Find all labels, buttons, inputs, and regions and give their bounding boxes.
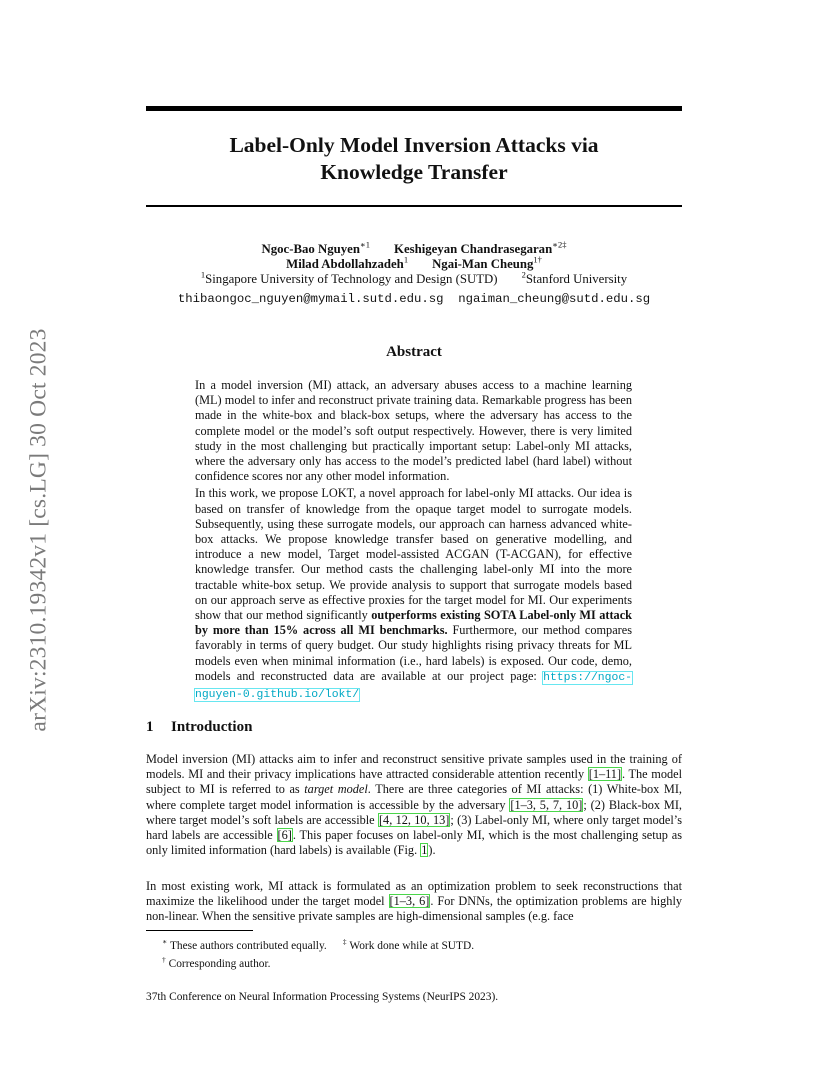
project-page-link[interactable]: https://ngoc-nguyen-0.github.io/lokt/ xyxy=(195,671,632,702)
citation-link[interactable]: [4, 12, 10, 13] xyxy=(378,812,450,827)
body-text: ; (2) Black-box MI, where target model’s soft labels are accessible xyxy=(146,797,682,827)
intro-body xyxy=(146,752,682,858)
footnote-text: Corresponding author. xyxy=(168,958,271,971)
body-text: ; (3) Label-only MI, where only target model’s hard labels are accessible xyxy=(146,812,682,843)
body-text: ). xyxy=(428,843,436,858)
intro-paragraph xyxy=(146,879,682,925)
body-text: . There are three categories of MI attacks: (1) White-box MI, where complete target model information is accessible by the adversary xyxy=(146,782,682,812)
title-top-rule xyxy=(146,106,682,111)
title-line-1: Label-Only Model Inversion Attacks via xyxy=(229,133,599,157)
footnote-mark: ∗ xyxy=(162,937,168,946)
email: thibaongoc_nguyen@mymail.sutd.edu.sg xyxy=(177,292,444,306)
author-sup: ∗1 xyxy=(359,239,370,250)
author-row-1 xyxy=(146,239,682,257)
author-sup: ∗2‡ xyxy=(552,239,567,250)
body-text: Model inversion (MI) attacks aim to infer and reconstruct sensitive private samples used in the training of models. MI and their privacy implications have attracted considerable attention recently xyxy=(146,752,682,782)
email: ngaiman_cheung@sutd.edu.sg xyxy=(458,292,651,306)
footnote-mark: † xyxy=(162,955,166,965)
author-block xyxy=(146,239,682,287)
affiliation: Stanford University xyxy=(525,272,628,286)
abstract-body xyxy=(195,378,632,703)
intro-body-2 xyxy=(146,879,682,925)
footnote-row xyxy=(162,935,474,953)
citation-link[interactable]: [6] xyxy=(277,828,292,843)
footnotes xyxy=(162,935,474,972)
footnote-rule xyxy=(146,930,253,931)
emphasis-text: target model xyxy=(304,782,368,797)
venue-note: 37th Conference on Neural Information Processing Systems (NeurIPS 2023). xyxy=(146,991,499,1003)
abstract-text: Furthermore, our method compares favorably in terms of query budget. Our study highlights rising privacy threats for ML models even when minimal information (i.e., hard labels) is exposed. Our code, demo, models and reconstructed data are available at our project page: xyxy=(195,623,632,683)
footnote-text: Work done while at SUTD. xyxy=(349,939,475,952)
affiliation-sup: 2 xyxy=(521,269,526,280)
section-heading xyxy=(146,719,252,736)
arxiv-stamp xyxy=(19,295,59,765)
author-row-2 xyxy=(146,254,682,272)
body-text: . This paper focuses on label-only MI, which is the most challenging setup as only limited information (hard labels) is available (Fig. xyxy=(146,828,682,858)
citation-link[interactable]: [1–3, 6] xyxy=(389,894,430,909)
intro-paragraph xyxy=(146,752,682,858)
footnote-mark: ‡ xyxy=(342,937,347,946)
title-line-2: Knowledge Transfer xyxy=(320,160,508,184)
section-title: Introduction xyxy=(171,719,253,735)
arxiv-stamp-text: arXiv:2310.19342v1 [cs.LG] 30 Oct 2023 xyxy=(25,328,52,732)
body-text: . For DNNs, the optimization problems are highly non-linear. When the sensitive private samples are high-dimensional samples (e.g. face xyxy=(146,894,683,924)
abstract-bold-text: outperforms existing SOTA Label-only MI attack by more than 15% across all MI benchmarks. xyxy=(195,608,632,638)
author-name: Ngoc-Bao Nguyen xyxy=(261,242,360,256)
section-number: 1 xyxy=(146,719,154,735)
abstract-paragraph: In a model inversion (MI) attack, an adversary abuses access to a machine learning (ML) model to infer and reconstruct private training data. Remarkable progress has been made in the white-box and black-box setups, where the adversary has access to the complete model or the model’s soft output respectively. However, there is very limited study in the most challenging but practically important setup: Label-only MI attacks, where the adversary only has access to the model’s predicted label (hard label) without confidence scores nor any other model information. xyxy=(195,378,632,484)
abstract-text: In this work, we propose LOKT, a novel approach for label-only MI attacks. Our idea is based on transfer of knowledge from the opaque target model to surrogate models. Subsequently, using these surrogate models, our approach can harness advanced white-box attacks. We propose knowledge transfer based on generative modelling, and introduce a new model, Target model-assisted ACGAN (T-ACGAN), for effective knowledge transfer. Our method casts the challenging label-only MI into the more tractable white-box setup. We provide analysis to support that surrogate models based on our approach serve as effective proxies for the target model for MI. Our experiments show that our method significantly xyxy=(195,486,632,623)
body-text: . The model subject to MI is referred to as xyxy=(146,767,682,797)
author-sup: 1 xyxy=(403,254,409,265)
citation-link[interactable]: [1–3, 5, 7, 10] xyxy=(510,797,583,812)
affiliation-row xyxy=(146,269,682,287)
body-text: In most existing work, MI attack is formulated as an optimization problem to seek reconstructions that maximize the likelihood under the target model xyxy=(146,879,682,909)
author-name: Milad Abdollahzadeh xyxy=(286,257,404,271)
author-sup: 1† xyxy=(533,254,542,265)
footnote-text: These authors contributed equally. xyxy=(169,939,327,952)
abstract-paragraph xyxy=(195,486,632,703)
paper-title xyxy=(146,132,682,186)
email-row xyxy=(120,292,708,306)
citation-link[interactable]: [1–11] xyxy=(588,767,622,782)
abstract-heading: Abstract xyxy=(386,344,442,360)
author-name: Ngai-Man Cheung xyxy=(432,257,534,271)
figure-link[interactable]: 1 xyxy=(421,843,428,858)
affiliation: Singapore University of Technology and Design (SUTD) xyxy=(205,272,498,286)
footnote-row xyxy=(162,953,474,971)
affiliation-sup: 1 xyxy=(200,269,206,280)
title-bottom-rule xyxy=(146,205,682,207)
author-name: Keshigeyan Chandrasegaran xyxy=(394,242,553,256)
